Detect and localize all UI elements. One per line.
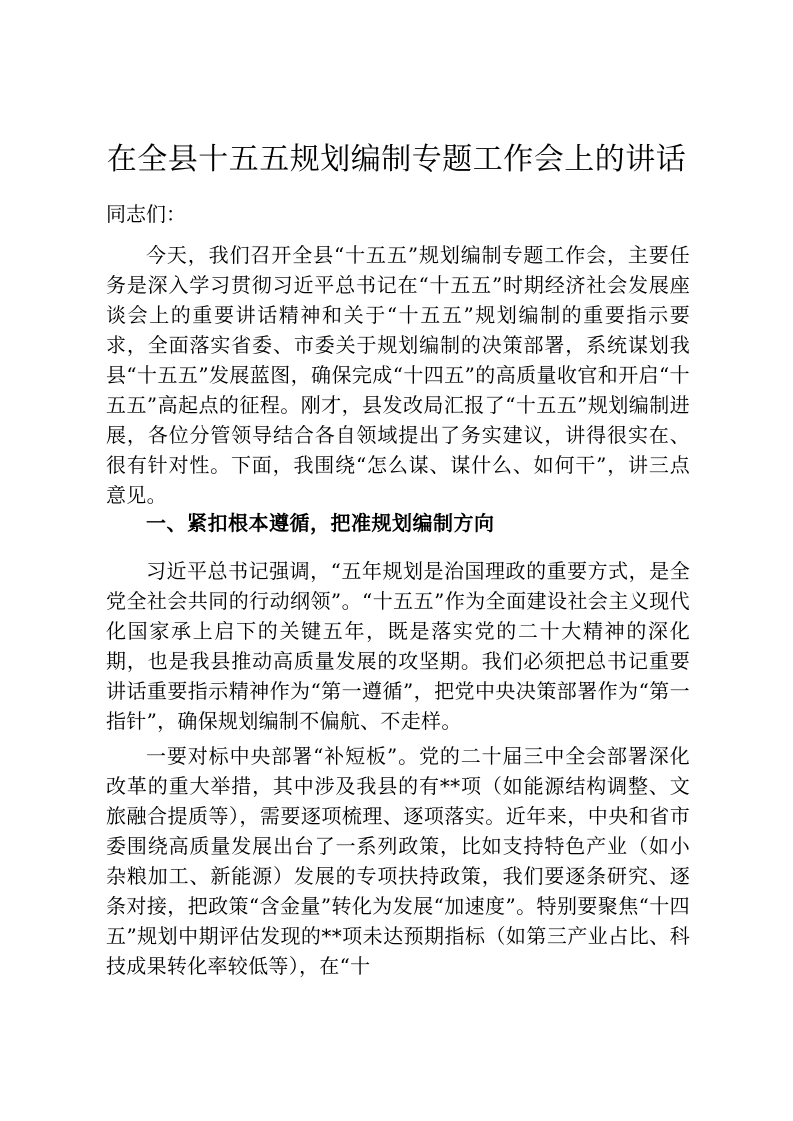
section-heading-1: 一、紧扣根本遵循，把准规划编制方向 — [146, 511, 495, 535]
document-title: 在全县十五五规划编制专题工作会上的讲话 — [106, 142, 687, 177]
greeting: 同志们： — [106, 202, 186, 226]
paragraph-point-1: 一要对标中央部署“补短板”。党的二十届三中全会部署深化改革的重大举措，其中涉及我县的有**项（如能源结构调整、文旅融合提质等），需要逐项梳理、逐项落实。近年来，中央和省市委围绕高质量发展出台了一系列政策，比如支持特色产业（如小杂粮加工、新能源）发展的专项扶持政策，我们要逐条研究、逐条对接，把政策“含金量”转化为发展“加速度”。特别要聚焦“十四五”规划中期评估发现的**项未达预期指标（如第三产业占比、科技成果转化率较低等），在“十 — [106, 744, 690, 978]
paragraph-section-1: 习近平总书记强调，“五年规划是治国理政的重要方式，是全党全社会共同的行动纲领”。“十五五”作为全面建设社会主义现代化国家承上启下的关键五年，既是落实党的二十大精神的深化期，也是我县推动高质量发展的攻坚期。我们必须把总书记重要讲话重要指示精神作为“第一遵循”，把党中央决策部署作为“第一指针”，确保规划编制不偏航、不走样。 — [106, 559, 690, 733]
paragraph-intro: 今天，我们召开全县“十五五”规划编制专题工作会，主要任务是深入学习贯彻习近平总书记在“十五五”时期经济社会发展座谈会上的重要讲话精神和关于“十五五”规划编制的重要指示要求，全面落实省委、市委关于规划编制的决策部署，系统谋划我县“十五五”发展蓝图，确保完成“十四五”的高质量收官和开启“十五五”高起点的征程。刚才，县发改局汇报了“十五五”规划编制进展，各位分管领导结合各自领域提出了务实建议，讲得很实在、很有针对性。下面，我围绕“怎么谋、谋什么、如何干”，讲三点意见。 — [106, 243, 690, 507]
